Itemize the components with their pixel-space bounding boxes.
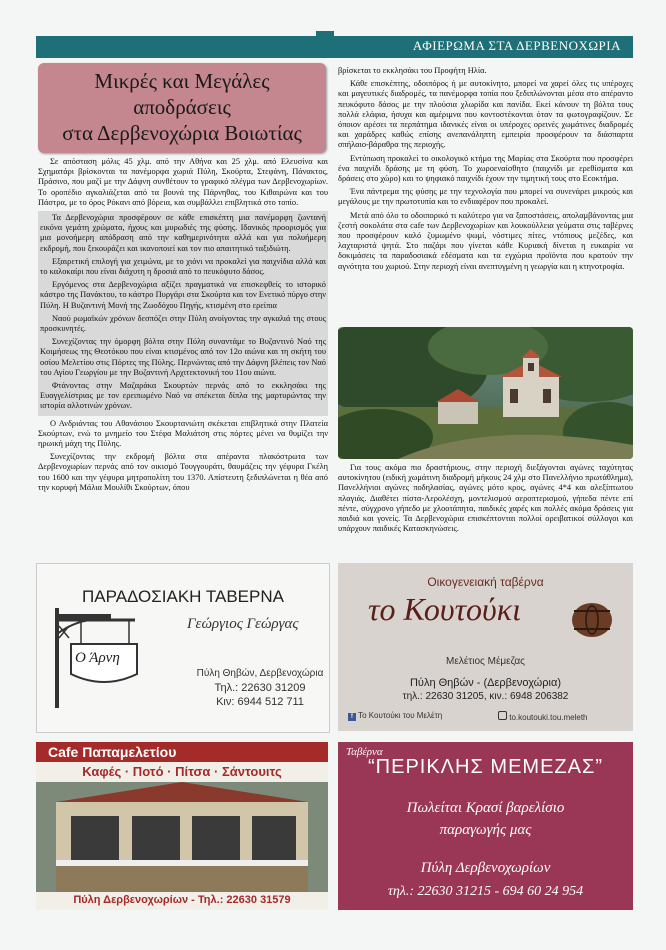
- cafe-building-photo: [36, 782, 328, 892]
- ad4-place: Πύλη Δερβενοχωρίων: [420, 860, 551, 876]
- paragraph: βρίσκεται το εκκλησάκι του Προφήτη Ηλία.: [338, 66, 487, 75]
- paragraph: Τα Δερβενοχώρια προσφέρουν σε κάθε επισκέπτη μια πανέμορφη ζωντανή εικόνα γεμάτη χρώματα, ήχους και μυρωδιές της φύσης. Ιδανικός προορισμός για μια μονοήμερη απόδραση από την καθημερινότητα αλλά και για πολυήμερη εκδρομή, που ξεκουράζει και ικανοποιεί και τον πιο απαιτητικό ταξιδιώτη.: [40, 213, 326, 253]
- ad2-address: Πύλη Θηβών - (Δερβενοχώρια): [409, 677, 561, 689]
- ad4-label: Ταβέρνα: [346, 746, 383, 758]
- wine-barrel-icon: [570, 601, 614, 639]
- ad1-sign-text: Ο Άρνη: [75, 650, 120, 666]
- header-tab-marker: [316, 31, 334, 37]
- ad4-line2: παραγωγής μας: [439, 822, 532, 838]
- ad2-facebook-text: Το Κουτούκι του Μελέτη: [358, 711, 443, 720]
- ad1-phone: Τηλ.: 22630 31209: [214, 682, 306, 694]
- church-landscape-image: [338, 327, 633, 459]
- ad2-tagline: Οικογενειακή ταβέρνα: [427, 575, 544, 589]
- ad-traditional-taverna: [36, 563, 330, 733]
- ad4-phones: τηλ.: 22630 31215 - 694 60 24 954: [387, 884, 584, 899]
- paragraph: Μετά από όλο το οδοιπορικό τι καλύτερο για να ξαποστάσεις, απολαμβάνοντας μια ζεστή σοκολάτα στα cafe των Δερβενοχωρίων και λουκούλλεια γεύματα στις ταβέρνες που προσφέρουν καλό ζυμωμένο ψωμί, νόστιμες πίτες, ντόπιους μεζέδες, και λαχταριστά ψητά. Στο παζάρι που γίνεται κάθε Κυριακή δίνεται η ευκαιρία να δοκιμάσεις τα παραδοσιακά εδέσματα και τα εγχώρια προϊόντα που κρατούν την αγνότητα του χωριού. Στην περιοχή είναι ανεπτυγμένη η γεωργία και η κτηνοτροφία.: [338, 210, 633, 271]
- headline-line-1: Μικρές και Μεγάλες: [94, 69, 270, 93]
- ad2-facebook-link[interactable]: [348, 711, 442, 721]
- paragraph: Εξαιρετική επιλογή για χειμώνα, με το χιόνι να προκαλεί για παιχνίδια αλλά και το καλοκαίρι που είναι διάχυτη η δροσιά από το πευκόφυτο δάσος.: [40, 256, 326, 277]
- ad1-contact: [195, 667, 325, 709]
- article-column-right-bottom: [338, 463, 633, 537]
- paragraph: Κάθε επισκέπτης, οδοιπόρος ή με αυτοκίνητο, μπορεί να χαρεί όλες τις υπέροχες και μαγευτικές διαδρομές, τα πανέμορφα τοπία που ξεδιπλώνονται μέσα στο απέραντο πευκόφυτο δάσος με την πλούσια χλωρίδα και πανίδα. Εκεί κάνουν τη βόλτα τους πολλά ελάφια, ήσυχα και αμέριμνα που κοντοστέκονται όταν τα φωτογραφίζουν. Σε όποιον αρέσει τα περπάτημα ιδανικές είναι οι υπέροχες ορεινές χωμάτινες διαδρομές και χαράδρες καθώς επίσης ανεπανάληπτη εμπειρία προσφέρουν τα διάσπαρτα σπήλαιο-βάραθρα της περιοχής.: [338, 79, 633, 150]
- paragraph: Φτάνοντας στην Μαζαράκα Σκουρτών περνάς από το εκκλησάκι της Ευαγγελίστριας με τον ερειπωμένο Ναό να σπέκεται δίπλα της μαρτυρώντας την ιστορία αλλοτινών χρόνων.: [40, 381, 326, 411]
- headline-line-3: στα Δερβενοχώρια Βοιωτίας: [62, 121, 302, 145]
- paragraph: Εργόμενος στα Δερβενοχώρια αξίζει πραγματικά να επισκεφθείς το ιστορικό κάστρο της Πανάκτου, το κάστρο Πυργάρι στα Σκούρτα και τον Ενετικό πύργο στην Πύλη. Η Βυζαντινή Μονή της Ζωοδόχου Πηγής, κτισμένη στο ερείπια: [40, 280, 326, 310]
- ad-cafe-papameletiou: [36, 742, 328, 910]
- shaded-text-block: [38, 211, 328, 416]
- ad3-name: Cafe Παπαμελετίου: [48, 744, 177, 760]
- article-headline: [38, 63, 326, 153]
- ad4-line1: Πωλείται Κρασί βαρελίσιο: [406, 800, 565, 816]
- ad1-owner: Γεώργιος Γεώργας: [187, 616, 299, 632]
- ad2-instagram-link[interactable]: [498, 711, 588, 722]
- facebook-icon: f: [348, 713, 356, 721]
- paragraph: Εντύπωση προκαλεί το οικολογικό κτήμα της Μαρίας στα Σκούρτα που προσφέρει ένα παιχνίδι δράσης με τη φύση. Το χωροεναίσθητο (παιχνίδι με ερεθίσματα και δράσεις στο χώρο) και το ψηφιακό παιχνίδι έχουν την τιμητική τους στο Εcoκτήμα.: [338, 153, 633, 184]
- paragraph: Ο Ανδριάντας του Αθανάσιου Σκουρτανιώτη σκέκεται επιβλητικά στην Πλατεία Σκούρτων, ενώ το μνημείο του Στέφα Μαλιάτση στις πόρτες μένει να θυμίζει την ηρωική μάχη της Πύλης.: [38, 418, 328, 449]
- ad2-phones: τηλ.: 22630 31205, κιν.: 6948 206382: [402, 691, 569, 702]
- headline-line-2: αποδράσεις: [133, 95, 231, 119]
- ad1-heading: ΠΑΡΑΔΟΣΙΑΚΗ ΤΑΒΕΡΝΑ: [82, 587, 284, 606]
- article-column-left: [38, 157, 328, 496]
- ad-taverna-memezas: [338, 742, 633, 910]
- section-title: ΑΦΙΕΡΩΜΑ ΣΤΑ ΔΕΡΒΕΝΟΧΩΡΙΑ: [412, 38, 621, 53]
- article-column-right: [338, 66, 633, 275]
- paragraph: Συνεχίζοντας την όμορφη βόλτα στην Πύλη συναντάμε το Βυζαντινό Ναό της Κοιμήσεως της Θεοτόκου που είναι κτισμένος από τον 12ο αιώνα και τη σκήτη του οσίου Μελετίου στις Πόρτες της Πύλης. Περνώντας από την Δάφνη βλέπεις τον Ναό του Αγίου Γεωργίου με την Βυζαντινή Αρχιτεκτονική του 11ου αιώνα.: [40, 337, 326, 377]
- ad2-instagram-text: to.koutouki.tou.meleth: [509, 713, 588, 722]
- ad1-mobile: Κιν: 6944 512 711: [216, 696, 304, 708]
- ad-koutouki-taverna: [338, 563, 633, 731]
- ad4-name: “ΠΕΡΙΚΛΗΣ ΜΕΜΕΖΑΣ”: [368, 756, 603, 778]
- paragraph: Σε απόσταση μόλις 45 χλμ. από την Αθήνα και 25 χλμ. από Ελευσίνα και Σχηματάρι βρίσκονται τα πανέμορφα χωριά Πύλη, Σκούρτα, Στεφάνη, Πάνακτος, Πράσινο, που μαζί με την Δάφνη συνθέτουν το γραφικό πλέγμα των Δερβενοχωρίων. Το οροπέδιο αγκαλιάζεται από τα βουνά της Πάρνηθας, του Κιθαιρώνα και του Πάστρα, με το όρος Ρόκανι από βόρεια, και συμβάλλει επιβλητικά στο τοπίο.: [38, 157, 328, 207]
- paragraph: Ναού ρωμαϊκών χρόνων δεσπόζει στην Πύλη ανοίγοντας την αγκαλιά της στους προσκυνητές.: [40, 313, 326, 334]
- paragraph: Ένα πάντρεμα της φύσης με την τεχνολογία που μπορεί να συνενάρει μικρούς και μεγάλους με την πρωτοτυπία και το ενδιαφέρον που προκαλεί.: [338, 187, 633, 207]
- instagram-icon: [498, 711, 507, 720]
- ad3-footer: Πύλη Δερβενοχωρίων - Τηλ.: 22630 31579: [73, 894, 291, 906]
- ad2-name: το Κουτούκι: [368, 591, 521, 627]
- ad3-offer: Καφές · Ποτό · Πίτσα · Σάντουιτς: [82, 764, 282, 779]
- paragraph: Για τους ακόμα πιο δραστήριους, στην περιοχή διεξάγονται αγώνες ταχύτητας αυτοκίνητου (ειδική χωμάτινη διαδρομή μήκους 24 χλμ στο Πανελλήνιο πρωτάθλημα), Πανελλήνιοι αγώνες ποδηλασίας, αγώνες μότο κρος, αγώνες 4*4 και αλεξίπτωτου πλαγιάς. Διαθέτει πίστα-Αερολέσχη, μοντελισμού αεροπτερισμού, γήπεδα πέντε επί πέντε, σύγχρονο γήπεδο με χλοοτάπητα, παιδικές χαρές και πολλές ακόμα δράσεις για παιδιά και γονείς. Τα Δερβενοχώρια επισκέπτονται πολλοί ορειβατικοί σύλλογοι και υπάρχουν παιδικές Κατασκηνώσεις.: [338, 463, 633, 534]
- village-church-photo: [338, 327, 633, 459]
- ad2-owner: Μελέτιος Μέμεζας: [446, 656, 525, 667]
- ad1-address: Πύλη Θηβών, Δερβενοχώρια: [196, 668, 324, 679]
- paragraph: Συνεχίζοντας την εκδρομή βόλτα στα απέραντα πλακόστρωτα των Δερβενοχωρίων περνάς από τον οικισμό Τουγγουράτι, θαυμάζεις την γέφυρα Γκέλη του 1600 και την γέφυρα μητροπολίτη του 1370. Απίστευτη ξεδιπλώνεται η θέα από την κορυφή Μάλια Μουλίθι Σκούρτων, όπου: [38, 452, 328, 492]
- section-header-bar: [36, 36, 633, 58]
